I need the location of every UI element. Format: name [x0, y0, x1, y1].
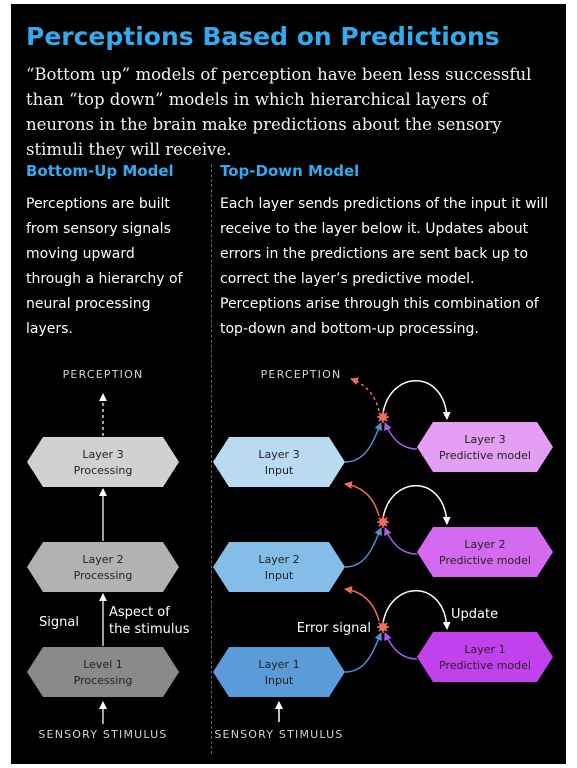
top-down-input-1-label: Layer 1 [258, 658, 300, 671]
bottom-up-stimulus-label: SENSORY STIMULUS [38, 728, 168, 741]
model-1-prediction-arrow [385, 633, 417, 659]
bottom-up-layer-1-label: Processing [73, 674, 133, 687]
bottom-up-heading: Bottom-Up Model [26, 162, 174, 180]
bottom-up-layer-1 [27, 647, 179, 697]
bottom-up-layer-3-label: Processing [73, 464, 133, 477]
top-down-input-2-label: Layer 2 [258, 553, 300, 566]
top-down-model-1-label: Layer 1 [464, 643, 506, 656]
error-arrow-layer-2 [345, 484, 379, 516]
bottom-up-layer-2-label: Processing [73, 569, 133, 582]
top-down-input-3-label: Layer 3 [258, 448, 300, 461]
aspect-label-line-2: the stimulus [109, 622, 190, 637]
top-down-model-2-label: Predictive model [439, 554, 531, 567]
bottom-up-description: Perceptions are built from sensory signals moving upward through a hierarchy of neural processing layers. [26, 196, 183, 337]
top-down-model-1-label: Predictive model [439, 659, 531, 672]
aspect-label-line-1: Aspect of [109, 605, 170, 620]
top-down-stimulus-label: SENSORY STIMULUS [214, 728, 344, 741]
top-down-input-2 [213, 542, 345, 592]
infographic-panel [11, 4, 566, 764]
bottom-up-layer-2-label: Layer 2 [82, 553, 124, 566]
top-down-model-3 [417, 422, 553, 472]
top-down-model-3-label: Predictive model [439, 449, 531, 462]
top-down-input-1 [213, 647, 345, 697]
update-arrow-layer-1 [383, 591, 447, 629]
top-down-input-3-label: Input [264, 464, 294, 477]
input-3-to-comparator-arrow [345, 423, 381, 462]
perception-diagram [11, 4, 566, 764]
input-2-to-comparator-arrow [345, 528, 381, 567]
bottom-up-layer-2 [27, 542, 179, 592]
bottom-up-layer-1-label: Level 1 [83, 658, 123, 671]
top-down-input-2-label: Input [264, 569, 294, 582]
bottom-up-layer-3 [27, 437, 179, 487]
update-label: Update [451, 607, 499, 622]
top-down-perception-label: PERCEPTION [260, 368, 342, 381]
top-down-description: Each layer sends predictions of the input it will receive to the layer below it. Updates about errors in the predictions are sent back up to correct the layer’s predictive model. Perceptions arise through this combination of top-down and bottom-up processing. [220, 196, 549, 337]
input-1-to-comparator-arrow [345, 633, 381, 672]
update-arrow-layer-2 [383, 486, 447, 524]
top-down-input-3 [213, 437, 345, 487]
update-arrow-layer-3 [383, 381, 447, 419]
top-down-model-3-label: Layer 3 [464, 433, 506, 446]
top-down-model-1 [417, 632, 553, 682]
top-down-heading: Top-Down Model [220, 162, 360, 180]
bottom-up-layer-3-label: Layer 3 [82, 448, 124, 461]
top-down-input-1-label: Input [264, 674, 294, 687]
bottom-up-perception-label: PERCEPTION [62, 368, 144, 381]
perception-error-arrow [351, 379, 379, 411]
error-arrow-layer-1 [345, 589, 379, 621]
top-down-model-2-label: Layer 2 [464, 538, 506, 551]
page-title: Perceptions Based on Predictions [26, 22, 500, 51]
intro-text: “Bottom up” models of perception have been less successful than “top down” models in which hierarchical layers of neurons in the brain make predictions about the sensory stimuli they will receive. [26, 65, 532, 159]
top-down-model-2 [417, 527, 553, 577]
model-2-prediction-arrow [385, 528, 417, 554]
error-signal-label: Error signal [296, 621, 371, 636]
signal-label: Signal [39, 615, 79, 630]
model-3-prediction-arrow [385, 423, 417, 449]
